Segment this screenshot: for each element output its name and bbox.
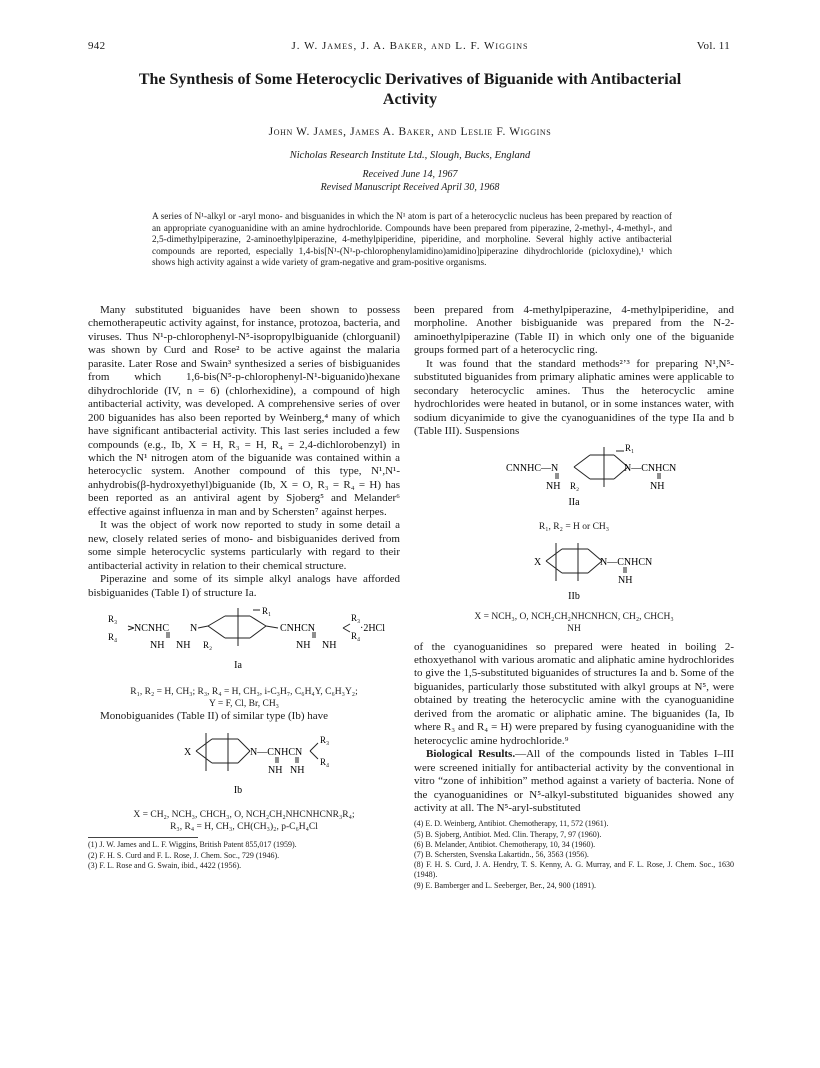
- paragraph: Many substituted biguanides have been shown to possess chemotherapeutic activity against, for instance, protozoa, bacteria, and viruses. Thus N¹-p-chlorophenyl-N⁵-isopropylbiguanide (chlorguanil) was shown by Curd and Rose² to be active against the malaria parasite. Later Rose and Swain³ synthesized a series of bisbiguanides from which 1,6-bis(N⁵-p-chlorophenyl-N¹-biguanido)hexane dihydrochloride (IV, n = 6) (chlorhexidine), a compound of high antibacterial activity, was developed. A comprehensive series of over 200 biguanides has also been reported by Weinberg,⁴ many of which have significant antibacterial activity. This last series included a few compounds (e.g., Ib, X = H, R₃ = H, R₄ = 2,4-dichlorobenzyl) in which the N¹ nitrogen atom of the biguanide was contained within a heterocyclic system. Another compound of this type, N¹,N¹-anhydrobis(β-hydroxyethyl)biguanide (Ib, X = O, R₃ = R₄ = H) has been reported as an antiviral agent by Sjoberg⁵ and Melander⁶ effective against influenza in man and by Schersten⁷ against herpes.: [88, 304, 400, 518]
- ia-nh1: NH: [150, 639, 165, 651]
- ia-r1: R₁: [262, 605, 272, 616]
- footnote: (4) E. D. Weinberg, Antibiot. Chemotherapy, 11, 572 (1961).: [414, 819, 609, 829]
- paragraph: been prepared from 4-methylpiperazine, 4-methylpiperidine, and morpholine. Another bisbiguanide was prepared from the N-2-aminoethylpiperazine (Table II) in which only one of the biguanide groups formed part of a heterocyclic ring.: [414, 304, 734, 357]
- ia-r2: R₂: [203, 639, 213, 650]
- iia-nh1: NH: [546, 480, 561, 492]
- paragraph: of the cyanoguanidines so prepared were heated in boiling 2-ethoxyethanol with various aromatic and aliphatic amine hydrochlorides to give the 1,5-substituted biguanides of structures Ia and b. Some of the biguanides, particularly those substituted with alkyl groups at N⁵, were obtained by treating the heterocyclic amine with the cyanoguanidine derived from the aromatic or aliphatic amine. The biguanides (Ia, Ib where R₃ and R₄ = H) were prepared by fusing cyanoguanidine with the heterocyclic amine hydrochloride.⁹: [414, 640, 734, 747]
- ib-nh1: NH: [268, 765, 283, 777]
- ib-x: X: [184, 747, 192, 759]
- ia-note: R₁, R₂ = H, CH₃; R₃, R₄ = H, CH₃, i-C₃H₇, C₆H₄Y, C₆H₃Y₂;: [130, 686, 358, 697]
- ia-r4-right: R₄: [351, 630, 361, 641]
- iib-x: X: [534, 556, 542, 568]
- iib-group: N—CNHCN: [600, 556, 653, 568]
- ia-n-left: N: [190, 622, 198, 634]
- ib-r4: R₄: [320, 757, 330, 768]
- iia-right: N—CNHCN: [624, 462, 677, 474]
- revised-date: Revised Manuscript Received April 30, 1968: [320, 182, 500, 193]
- article-authors: John W. James, James A. Baker, and Leslie F. Wiggins: [268, 126, 552, 138]
- affiliation: Nicholas Research Institute Ltd., Slough, Bucks, England: [289, 150, 531, 161]
- structure-iia: [414, 443, 734, 517]
- footnote-rule: [88, 837, 198, 838]
- iia-left: CNNHC—N: [506, 462, 559, 474]
- footnote: (5) B. Sjoberg, Antibiot. Med. Clin. Therapy, 7, 97 (1960).: [414, 829, 602, 839]
- ia-nh4: NH: [322, 639, 337, 651]
- volume-label: Vol. 11: [696, 40, 730, 52]
- ia-label: Ia: [234, 659, 242, 671]
- footnote: (7) B. Schersten, Svenska Lakartidn., 56, 3563 (1956).: [414, 850, 589, 860]
- ia-r4: R₄: [108, 631, 118, 642]
- running-header: [0, 40, 820, 56]
- footnote: (8) F. H. S. Curd, J. A. Hendry, T. S. Kenny, A. G. Murray, and F. L. Rose, J. Chem. Soc., 1630 (1948).: [414, 860, 734, 880]
- structure-ib: [88, 727, 400, 805]
- paragraph: It was found that the standard methods²ʼ³ for preparing N¹,N⁵-substituted biguanides from primary aliphatic amines were applicable to secondary heterocyclic amines. Thus the heterocyclic amine hydrochlorides were heated in butanol, or in some instances water, with sodium dicyanimide to give the cyanoguanidines of the type IIa and b (Table III). Suspensions: [414, 357, 734, 438]
- section-heading: Biological Results.: [426, 748, 516, 761]
- ia-note: Y = F, Cl, Br, CH₃: [209, 698, 279, 709]
- footnote: (6) B. Melander, Antibiot. Chemotherapy, 10, 34 (1960).: [414, 839, 596, 849]
- footnote: (9) E. Bamberger and L. Seeberger, Ber., 24, 900 (1891).: [414, 880, 596, 890]
- received-dates: [0, 168, 820, 194]
- ib-note: R₃, R₄ = H, CH₃, CH(CH₃)₂, p-C₆H₄Cl: [170, 822, 318, 833]
- paragraph: [414, 748, 734, 815]
- section-text: —All of the compounds listed in Tables I–III were screened initially for antibacterial activity by the conventional in vitro “zone of inhibition” method against a variety of bacteria. None of the cyanoguanidines or N⁵-alkyl-substituted biguanides showed any activity at all. The N⁵-aryl-substituted: [414, 748, 734, 814]
- ia-r3-right: R₃: [351, 612, 361, 623]
- article-title: The Synthesis of Some Heterocyclic Derivatives of Biguanide with Antibacterial Activity: [138, 71, 682, 108]
- iia-note: R₁, R₂ = H or CH₃: [538, 521, 610, 532]
- ib-nh2: NH: [290, 765, 305, 777]
- iia-r2: R₂: [570, 480, 580, 491]
- ib-note: X = CH₂, NCH₃, CHCH₃, O, NCH₂CH₂NHCNHCNR₃R₄;: [133, 810, 355, 821]
- iib-note: X = NCH₃, O, NCH₂CH₂NHCNHCN, CH₂, CHCH₃: [474, 611, 674, 622]
- ib-label: Ib: [233, 785, 243, 797]
- iib-nh: NH: [618, 574, 633, 586]
- paragraph: It was the object of work now reported to study in some detail a new, closely related series of mono- and bisbiguanides derived from some simple heterocyclic systems particularly with regard to their antibacterial activity in relation to their chemical structure.: [88, 519, 400, 572]
- iia-r1: R₁: [625, 442, 635, 453]
- iia-nh2: NH: [650, 480, 665, 492]
- iib-nh-line: NH: [567, 623, 581, 634]
- iia-label: IIa: [568, 496, 580, 508]
- paragraph: Monobiguanides (Table II) of similar type (Ib) have: [100, 709, 329, 722]
- ia-salt: ·2HCl: [360, 622, 385, 634]
- structure-ia: [88, 604, 400, 682]
- abstract: A series of N¹-alkyl or -aryl mono- and bisguanides in which the N¹ atom is part of a heterocyclic nucleus has been prepared by reaction of an appropriate cyanoguanidine with an amine hydrochloride. Compounds have been prepared from piperazine, 2-methyl-, 4-methyl-, and 2,5-dimethylpiperazine, 2-aminoethylpiperazine, 4-methylpiperidine, piperidine, and morpholine. Several highly active antibacterial compounds are reported, especially 1,4-bis[N¹-(N¹-p-chlorophenylamidino)amidino]piperazine dihydrochloride (picloxydine),¹ which shows high activity against a wide variety of gram-negative and gram-positive organisms.: [152, 212, 672, 268]
- left-column: [88, 304, 400, 871]
- ia-left-group: NCNHC: [134, 622, 170, 634]
- ia-nh3: NH: [296, 639, 311, 651]
- ia-right-group: CNHCN: [280, 622, 316, 634]
- footnote: (1) J. W. James and L. F. Wiggins, British Patent 855,017 (1959).: [88, 840, 297, 850]
- page-number: 942: [88, 40, 106, 52]
- paragraph: Piperazine and some of its simple alkyl analogs have afforded bisbiguanides (Table I) of structure Ia.: [88, 573, 400, 599]
- iib-label: IIb: [568, 590, 580, 602]
- ia-r3: R₃: [108, 613, 118, 624]
- footnote: (3) F. L. Rose and G. Swain, ibid., 4422 (1956).: [88, 860, 242, 870]
- structure-iib: [414, 537, 734, 607]
- ib-group: N—CNHCN: [250, 747, 303, 759]
- ib-r3: R₃: [320, 735, 330, 746]
- received-date: Received June 14, 1967: [362, 169, 458, 180]
- right-column: [414, 304, 734, 891]
- ia-nh2: NH: [176, 639, 191, 651]
- running-head: J. W. James, J. A. Baker, and L. F. Wiggins: [291, 40, 529, 52]
- footnote: (2) F. H. S. Curd and F. L. Rose, J. Chem. Soc., 729 (1946).: [88, 850, 280, 860]
